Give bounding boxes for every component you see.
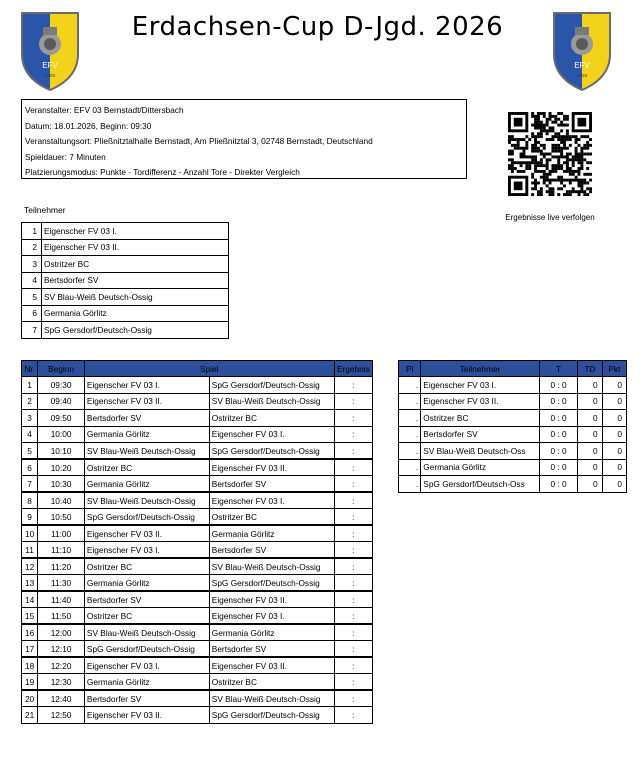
match-away-team: Germania Görlitz <box>209 624 334 641</box>
participant-name: SV Blau-Weiß Deutsch-Ossig <box>42 289 229 306</box>
match-away-team: SV Blau-Weiß Deutsch-Ossig <box>209 393 334 410</box>
standing-place: . <box>399 459 421 476</box>
match-result: : <box>334 690 372 707</box>
match-result: : <box>334 525 372 542</box>
match-number: 18 <box>22 657 38 674</box>
col-pkt: Pkt <box>602 361 626 377</box>
match-row <box>22 492 373 509</box>
match-number: 12 <box>22 558 38 575</box>
standings-row <box>399 426 627 443</box>
match-time: 09:40 <box>38 393 85 410</box>
match-number: 14 <box>22 591 38 608</box>
match-result: : <box>334 575 372 592</box>
match-result: : <box>334 707 372 724</box>
standing-goals: 0 : 0 <box>539 410 578 427</box>
standing-points: 0 <box>602 443 626 460</box>
col-team: Teilnehmer <box>421 361 540 377</box>
standing-place: . <box>399 426 421 443</box>
info-duration: Spieldauer: 7 Minuten <box>25 151 106 162</box>
tournament-info-box <box>21 99 467 179</box>
standing-goals: 0 : 0 <box>539 443 578 460</box>
match-away-team: Ostritzer BC <box>209 509 334 526</box>
match-away-team: Eigenscher FV 03 I. <box>209 492 334 509</box>
match-home-team: Bertsdorfer SV <box>84 690 209 707</box>
match-row <box>22 476 373 493</box>
standing-goals: 0 : 0 <box>539 393 578 410</box>
match-time: 11:30 <box>38 575 85 592</box>
match-result: : <box>334 608 372 625</box>
match-result: : <box>334 426 372 443</box>
participant-row <box>22 239 229 256</box>
col-ergebnis: Ergebnis <box>334 361 372 377</box>
standing-goals: 0 : 0 <box>539 459 578 476</box>
match-home-team: Eigenscher FV 03 I. <box>84 377 209 394</box>
match-row <box>22 393 373 410</box>
match-away-team: Eigenscher FV 03 II. <box>209 657 334 674</box>
match-home-team: Germania Görlitz <box>84 674 209 691</box>
match-home-team: Ostritzer BC <box>84 558 209 575</box>
match-away-team: Bertsdorfer SV <box>209 641 334 658</box>
participant-row <box>22 256 229 273</box>
standing-goal-diff: 0 <box>578 426 602 443</box>
match-time: 12:00 <box>38 624 85 641</box>
match-number: 10 <box>22 525 38 542</box>
match-away-team: Eigenscher FV 03 II. <box>209 591 334 608</box>
standing-points: 0 <box>602 426 626 443</box>
match-home-team: Germania Görlitz <box>84 476 209 493</box>
page-title: Erdachsen-Cup D-Jgd. 2026 <box>131 12 504 42</box>
standing-goals: 0 : 0 <box>539 426 578 443</box>
standing-team: Bertsdorfer SV <box>421 426 540 443</box>
match-number: 15 <box>22 608 38 625</box>
match-number: 17 <box>22 641 38 658</box>
standing-team: Germania Görlitz <box>421 459 540 476</box>
match-result: : <box>334 459 372 476</box>
match-home-team: Bertsdorfer SV <box>84 591 209 608</box>
col-pl: Pl <box>399 361 421 377</box>
match-result: : <box>334 624 372 641</box>
match-away-team: SV Blau-Weiß Deutsch-Ossig <box>209 690 334 707</box>
crest-text: EFV <box>42 61 58 70</box>
crest-year: 2003 <box>576 73 588 78</box>
participants-label: Teilnehmer <box>24 205 66 215</box>
participant-name: Eigenscher FV 03 I. <box>42 223 229 240</box>
standing-goal-diff: 0 <box>578 410 602 427</box>
match-time: 11:00 <box>38 525 85 542</box>
match-time: 12:30 <box>38 674 85 691</box>
match-number: 5 <box>22 443 38 460</box>
standing-goal-diff: 0 <box>578 377 602 394</box>
match-away-team: Eigenscher FV 03 I. <box>209 608 334 625</box>
crest-year: 2003 <box>44 73 56 78</box>
match-row <box>22 641 373 658</box>
standing-team: Ostritzer BC <box>421 410 540 427</box>
match-result: : <box>334 542 372 559</box>
match-number: 21 <box>22 707 38 724</box>
match-away-team: SpG Gersdorf/Deutsch-Ossig <box>209 575 334 592</box>
standing-points: 0 <box>602 459 626 476</box>
participant-name: SpG Gersdorf/Deutsch-Ossig <box>42 322 229 339</box>
standings-row <box>399 443 627 460</box>
match-home-team: Ostritzer BC <box>84 459 209 476</box>
standing-points: 0 <box>602 476 626 493</box>
match-away-team: Eigenscher FV 03 II. <box>209 459 334 476</box>
match-number: 20 <box>22 690 38 707</box>
club-crest-logo <box>551 10 613 92</box>
participant-name: Eigenscher FV 03 II. <box>42 239 229 256</box>
info-venue: Veranstaltungsort: Pließnitztalhalle Bernstadt, Am Pließnitztal 3, 02748 Bernstadt, Deutschland <box>25 136 373 146</box>
match-row <box>22 377 373 394</box>
match-row <box>22 657 373 674</box>
match-result: : <box>334 377 372 394</box>
match-number: 4 <box>22 426 38 443</box>
match-time: 12:20 <box>38 657 85 674</box>
match-home-team: SV Blau-Weiß Deutsch-Ossig <box>84 443 209 460</box>
standing-goal-diff: 0 <box>578 393 602 410</box>
info-organizer: Veranstalter: EFV 03 Bernstadt/Dittersbach <box>25 105 184 115</box>
match-home-team: Eigenscher FV 03 II. <box>84 707 209 724</box>
standing-goal-diff: 0 <box>578 459 602 476</box>
match-number: 1 <box>22 377 38 394</box>
standing-goal-diff: 0 <box>578 476 602 493</box>
standings-row <box>399 393 627 410</box>
match-home-team: Ostritzer BC <box>84 608 209 625</box>
match-time: 12:40 <box>38 690 85 707</box>
standings-row <box>399 459 627 476</box>
col-beginn: Beginn <box>38 361 85 377</box>
crest-text: EFV <box>574 61 590 70</box>
match-away-team: Germania Görlitz <box>209 525 334 542</box>
match-number: 7 <box>22 476 38 493</box>
match-result: : <box>334 476 372 493</box>
match-result: : <box>334 393 372 410</box>
match-time: 11:10 <box>38 542 85 559</box>
match-result: : <box>334 657 372 674</box>
match-result: : <box>334 674 372 691</box>
match-row <box>22 690 373 707</box>
info-date: Datum: 18.01.2026, Beginn: 09:30 <box>25 120 152 131</box>
match-result: : <box>334 641 372 658</box>
match-home-team: SV Blau-Weiß Deutsch-Ossig <box>84 624 209 641</box>
standing-team: Eigenscher FV 03 I. <box>421 377 540 394</box>
match-result: : <box>334 443 372 460</box>
participant-name: Germania Görlitz <box>42 305 229 322</box>
participant-number: 6 <box>22 305 42 322</box>
participant-row <box>22 289 229 306</box>
match-number: 16 <box>22 624 38 641</box>
match-home-team: Bertsdorfer SV <box>84 410 209 427</box>
match-home-team: SpG Gersdorf/Deutsch-Ossig <box>84 641 209 658</box>
standings-row <box>399 476 627 493</box>
match-result: : <box>334 558 372 575</box>
match-time: 10:00 <box>38 426 85 443</box>
match-row <box>22 624 373 641</box>
standing-points: 0 <box>602 410 626 427</box>
participant-number: 5 <box>22 289 42 306</box>
match-time: 11:50 <box>38 608 85 625</box>
match-row <box>22 459 373 476</box>
match-row <box>22 558 373 575</box>
match-row <box>22 525 373 542</box>
standing-place: . <box>399 476 421 493</box>
match-number: 11 <box>22 542 38 559</box>
standing-place: . <box>399 393 421 410</box>
col-td: TD <box>578 361 602 377</box>
standing-place: . <box>399 410 421 427</box>
qr-caption: Ergebnisse live verfolgen <box>505 213 595 222</box>
standings-row <box>399 410 627 427</box>
standing-goals: 0 : 0 <box>539 377 578 394</box>
match-row <box>22 575 373 592</box>
match-away-team: SpG Gersdorf/Deutsch-Ossig <box>209 377 334 394</box>
match-number: 6 <box>22 459 38 476</box>
col-t: T <box>539 361 578 377</box>
participant-number: 1 <box>22 223 42 240</box>
match-home-team: SpG Gersdorf/Deutsch-Ossig <box>84 509 209 526</box>
participant-row <box>22 305 229 322</box>
match-result: : <box>334 492 372 509</box>
match-away-team: SV Blau-Weiß Deutsch-Ossig <box>209 558 334 575</box>
participant-row <box>22 272 229 289</box>
match-result: : <box>334 410 372 427</box>
match-row <box>22 542 373 559</box>
match-row <box>22 591 373 608</box>
match-number: 19 <box>22 674 38 691</box>
match-row <box>22 410 373 427</box>
match-row <box>22 674 373 691</box>
match-number: 9 <box>22 509 38 526</box>
match-time: 10:10 <box>38 443 85 460</box>
match-home-team: Germania Görlitz <box>84 575 209 592</box>
match-row <box>22 426 373 443</box>
participant-name: Bertsdorfer SV <box>42 272 229 289</box>
standing-goals: 0 : 0 <box>539 476 578 493</box>
match-home-team: SV Blau-Weiß Deutsch-Ossig <box>84 492 209 509</box>
match-time: 10:20 <box>38 459 85 476</box>
standings-row <box>399 377 627 394</box>
match-time: 09:30 <box>38 377 85 394</box>
match-home-team: Germania Görlitz <box>84 426 209 443</box>
participant-number: 4 <box>22 272 42 289</box>
match-row <box>22 608 373 625</box>
col-nr: Nr. <box>22 361 38 377</box>
match-away-team: Ostritzer BC <box>209 674 334 691</box>
standing-place: . <box>399 443 421 460</box>
match-number: 13 <box>22 575 38 592</box>
match-time: 11:20 <box>38 558 85 575</box>
match-result: : <box>334 591 372 608</box>
participants-table <box>21 222 229 339</box>
standing-goal-diff: 0 <box>578 443 602 460</box>
standing-team: SpG Gersdorf/Deutsch-Oss <box>421 476 540 493</box>
match-time: 11:40 <box>38 591 85 608</box>
match-time: 10:50 <box>38 509 85 526</box>
match-row <box>22 707 373 724</box>
participant-row <box>22 223 229 240</box>
match-away-team: Bertsdorfer SV <box>209 542 334 559</box>
participant-number: 3 <box>22 256 42 273</box>
schedule-table <box>21 360 373 724</box>
match-home-team: Eigenscher FV 03 I. <box>84 542 209 559</box>
match-home-team: Eigenscher FV 03 II. <box>84 525 209 542</box>
standing-team: Eigenscher FV 03 II. <box>421 393 540 410</box>
club-crest-logo <box>19 10 81 92</box>
participant-name: Ostritzer BC <box>42 256 229 273</box>
match-time: 10:40 <box>38 492 85 509</box>
match-away-team: Eigenscher FV 03 I. <box>209 426 334 443</box>
match-home-team: Eigenscher FV 03 I. <box>84 657 209 674</box>
match-number: 3 <box>22 410 38 427</box>
match-away-team: Ostritzer BC <box>209 410 334 427</box>
standings-table <box>398 360 627 493</box>
match-time: 09:50 <box>38 410 85 427</box>
match-number: 8 <box>22 492 38 509</box>
qr-code-icon[interactable] <box>508 98 592 210</box>
participant-row <box>22 322 229 339</box>
match-home-team: Eigenscher FV 03 II. <box>84 393 209 410</box>
standing-place: . <box>399 377 421 394</box>
match-away-team: Bertsdorfer SV <box>209 476 334 493</box>
participant-number: 7 <box>22 322 42 339</box>
match-time: 12:10 <box>38 641 85 658</box>
standing-team: SV Blau-Weiß Deutsch-Oss <box>421 443 540 460</box>
standing-points: 0 <box>602 393 626 410</box>
match-away-team: SpG Gersdorf/Deutsch-Ossig <box>209 707 334 724</box>
match-row <box>22 443 373 460</box>
standing-points: 0 <box>602 377 626 394</box>
match-row <box>22 509 373 526</box>
info-ranking-mode: Platzierungsmodus: Punkte - Tordifferenz - Anzahl Tore - Direkter Vergleich <box>25 167 300 177</box>
col-spiel: Spiel <box>84 361 334 377</box>
match-time: 10:30 <box>38 476 85 493</box>
match-away-team: SpG Gersdorf/Deutsch-Ossig <box>209 443 334 460</box>
match-time: 12:50 <box>38 707 85 724</box>
match-number: 2 <box>22 393 38 410</box>
match-result: : <box>334 509 372 526</box>
participant-number: 2 <box>22 239 42 256</box>
